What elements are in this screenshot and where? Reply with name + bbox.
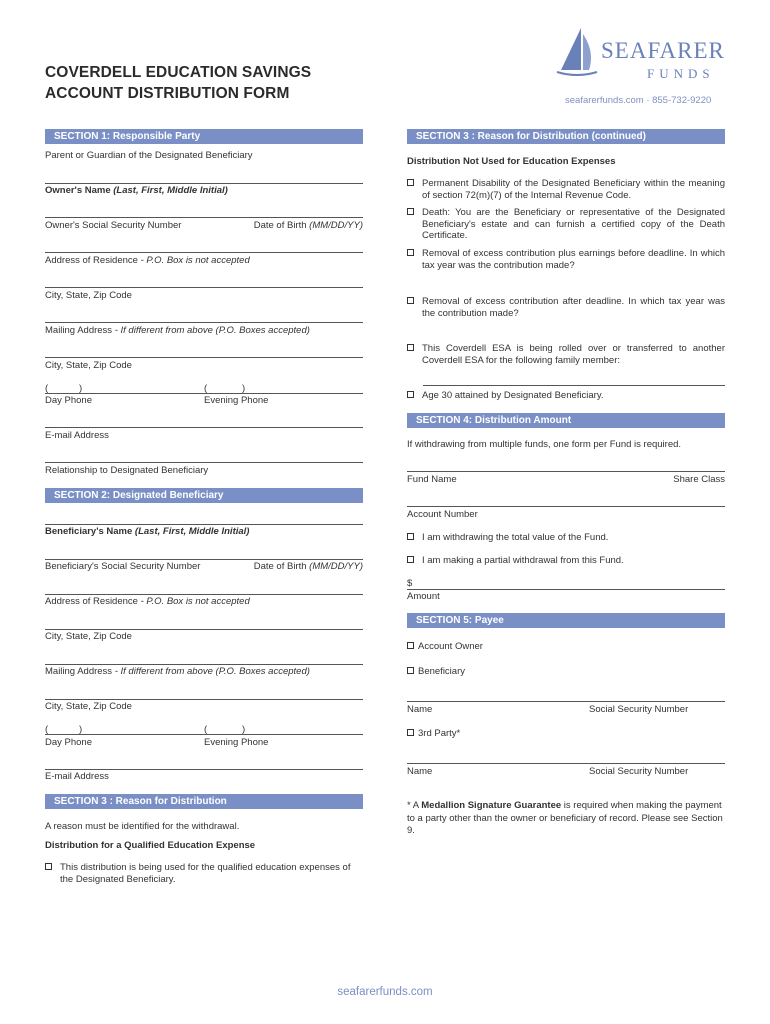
owner-mailing-line[interactable] <box>45 322 363 323</box>
form-title-line1: COVERDELL EDUCATION SAVINGS <box>45 64 312 81</box>
section1-subtitle: Parent or Guardian of the Designated Beneficiary <box>45 150 253 161</box>
owner-city-label: City, State, Zip Code <box>45 290 132 301</box>
fund-name-label: Fund Name <box>407 474 457 485</box>
right-column <box>407 0 725 1024</box>
checkbox-icon[interactable] <box>407 642 414 649</box>
owner-mailing-label: Mailing Address - If different from above (P.O. Boxes accepted) <box>45 325 310 336</box>
beneficiary-phone-line[interactable] <box>45 734 363 735</box>
owner-day-phone-area-open: ( <box>45 383 49 394</box>
section4-intro: If withdrawing from multiple funds, one form per Fund is required. <box>407 439 682 450</box>
checkbox-icon[interactable] <box>407 297 414 304</box>
beneficiary-city2-line[interactable] <box>45 699 363 700</box>
owner-address-label: Address of Residence - P.O. Box is not accepted <box>45 255 250 266</box>
checkbox-icon[interactable] <box>407 556 414 563</box>
beneficiary-day-phone-area-open: ( <box>45 724 49 735</box>
owner-ssn-line[interactable] <box>45 217 363 218</box>
section1-heading: SECTION 1: Responsible Party <box>45 129 363 144</box>
checkbox-icon[interactable] <box>407 179 414 186</box>
beneficiary-name-line[interactable] <box>45 524 363 525</box>
option-removal-after-deadline[interactable]: Removal of excess contribution after deadline. In which tax year was the contribution made? <box>407 296 725 319</box>
fund-name-line[interactable] <box>407 471 725 472</box>
owner-city2-label: City, State, Zip Code <box>45 360 132 371</box>
option-age-30[interactable]: Age 30 attained by Designated Beneficiary. <box>407 390 725 402</box>
share-class-label: Share Class <box>673 474 725 485</box>
beneficiary-address-line[interactable] <box>45 594 363 595</box>
payee-name-line[interactable] <box>407 701 725 702</box>
beneficiary-evening-phone-label: Evening Phone <box>204 737 269 748</box>
non-education-heading: Distribution Not Used for Education Expenses <box>407 156 616 167</box>
section3-intro: A reason must be identified for the withdrawal. <box>45 821 240 832</box>
owner-address-line[interactable] <box>45 252 363 253</box>
owner-name-label: Owner's Name (Last, First, Middle Initial) <box>45 185 228 196</box>
beneficiary-city-line[interactable] <box>45 629 363 630</box>
relationship-line[interactable] <box>45 462 363 463</box>
section2-heading: SECTION 2: Designated Beneficiary <box>45 488 363 503</box>
beneficiary-evening-phone-area-close: ) <box>242 724 246 735</box>
beneficiary-day-phone-area-close: ) <box>79 724 83 735</box>
section4-heading: SECTION 4: Distribution Amount <box>407 413 725 428</box>
owner-city-line[interactable] <box>45 287 363 288</box>
beneficiary-email-label: E-mail Address <box>45 771 109 782</box>
beneficiary-email-line[interactable] <box>45 769 363 770</box>
footer-url[interactable]: seafarerfunds.com <box>337 986 433 998</box>
owner-city2-line[interactable] <box>45 357 363 358</box>
owner-phone-line[interactable] <box>45 393 363 394</box>
beneficiary-name-label: Beneficiary's Name (Last, First, Middle Initial) <box>45 526 250 537</box>
checkbox-icon[interactable] <box>407 667 414 674</box>
section3b-heading: SECTION 3 : Reason for Distribution (continued) <box>407 129 725 144</box>
third-party-name-line[interactable] <box>407 763 725 764</box>
section5-heading: SECTION 5: Payee <box>407 613 725 628</box>
contact-info: seafarerfunds.com · 855-732-9220 <box>565 95 712 106</box>
owner-day-phone-label: Day Phone <box>45 395 93 406</box>
owner-name-line[interactable] <box>45 183 363 184</box>
beneficiary-city2-label: City, State, Zip Code <box>45 701 132 712</box>
option-death[interactable]: Death: You are the Beneficiary or representative of the Designated Beneficiary's estate and can furnish a certified copy of the Death Certificate. <box>407 207 725 242</box>
beneficiary-ssn-line[interactable] <box>45 559 363 560</box>
dollar-sign: $ <box>407 578 413 589</box>
option-rollover[interactable]: This Coverdell ESA is being rolled over or transferred to another Coverdell ESA for the following family member: <box>407 343 725 366</box>
option-total-withdrawal[interactable]: I am withdrawing the total value of the Fund. <box>407 532 725 544</box>
account-number-line[interactable] <box>407 506 725 507</box>
relationship-label: Relationship to Designated Beneficiary <box>45 465 209 476</box>
checkbox-icon[interactable] <box>407 391 414 398</box>
amount-label: Amount <box>407 591 440 602</box>
owner-email-label: E-mail Address <box>45 430 109 441</box>
owner-dob-label: Date of Birth (MM/DD/YY) <box>253 220 363 231</box>
qualified-expense-option[interactable]: This distribution is being used for the qualified education expenses of the Designated Beneficiary. <box>45 862 363 885</box>
owner-evening-phone-area-open: ( <box>204 383 208 394</box>
left-column <box>45 0 363 1024</box>
option-beneficiary[interactable]: Beneficiary <box>407 666 725 678</box>
beneficiary-dob-label: Date of Birth (MM/DD/YY) <box>253 561 363 572</box>
payee-name-label: Name <box>407 704 433 715</box>
checkbox-icon[interactable] <box>45 863 52 870</box>
logo-funds-word: FUNDS <box>647 66 715 81</box>
owner-email-line[interactable] <box>45 427 363 428</box>
owner-evening-phone-label: Evening Phone <box>204 395 269 406</box>
option-partial-withdrawal[interactable]: I am making a partial withdrawal from this Fund. <box>407 555 725 567</box>
option-disability[interactable]: Permanent Disability of the Designated Beneficiary within the meaning of section 72(m)(7) of the Internal Revenue Code. <box>407 178 725 201</box>
beneficiary-address-label: Address of Residence - P.O. Box is not accepted <box>45 596 250 607</box>
medallion-note: * A Medallion Signature Guarantee is required when making the payment to a party other than the owner or beneficiary of record. Please see Section 9. <box>407 800 723 836</box>
beneficiary-mailing-line[interactable] <box>45 664 363 665</box>
third-party-ssn-label: Social Security Number <box>589 766 689 777</box>
amount-line[interactable] <box>407 589 725 590</box>
form-title-line2: ACCOUNT DISTRIBUTION FORM <box>45 85 290 102</box>
checkbox-icon[interactable] <box>407 249 414 256</box>
checkbox-icon[interactable] <box>407 208 414 215</box>
third-party-name-label: Name <box>407 766 433 777</box>
option-removal-before-deadline[interactable]: Removal of excess contribution plus earnings before deadline. In which tax year was the contribution made? <box>407 248 725 271</box>
logo-wordmark: SEAFARER <box>601 38 725 63</box>
owner-evening-phone-area-close: ) <box>242 383 246 394</box>
section3-heading: SECTION 3 : Reason for Distribution <box>45 794 363 809</box>
checkbox-icon[interactable] <box>407 729 414 736</box>
owner-ssn-label: Owner's Social Security Number <box>45 220 182 231</box>
account-number-label: Account Number <box>407 509 478 520</box>
checkbox-icon[interactable] <box>407 533 414 540</box>
option-third-party[interactable]: 3rd Party* <box>407 728 725 740</box>
beneficiary-ssn-label: Beneficiary's Social Security Number <box>45 561 201 572</box>
owner-day-phone-area-close: ) <box>79 383 83 394</box>
beneficiary-evening-phone-area-open: ( <box>204 724 208 735</box>
family-member-line[interactable] <box>423 385 725 386</box>
beneficiary-city-label: City, State, Zip Code <box>45 631 132 642</box>
option-account-owner[interactable]: Account Owner <box>407 641 725 653</box>
beneficiary-mailing-label: Mailing Address - If different from above (P.O. Boxes accepted) <box>45 666 310 677</box>
beneficiary-day-phone-label: Day Phone <box>45 737 93 748</box>
qualified-expense-heading: Distribution for a Qualified Education Expense <box>45 840 256 851</box>
payee-ssn-label: Social Security Number <box>589 704 689 715</box>
checkbox-icon[interactable] <box>407 344 414 351</box>
